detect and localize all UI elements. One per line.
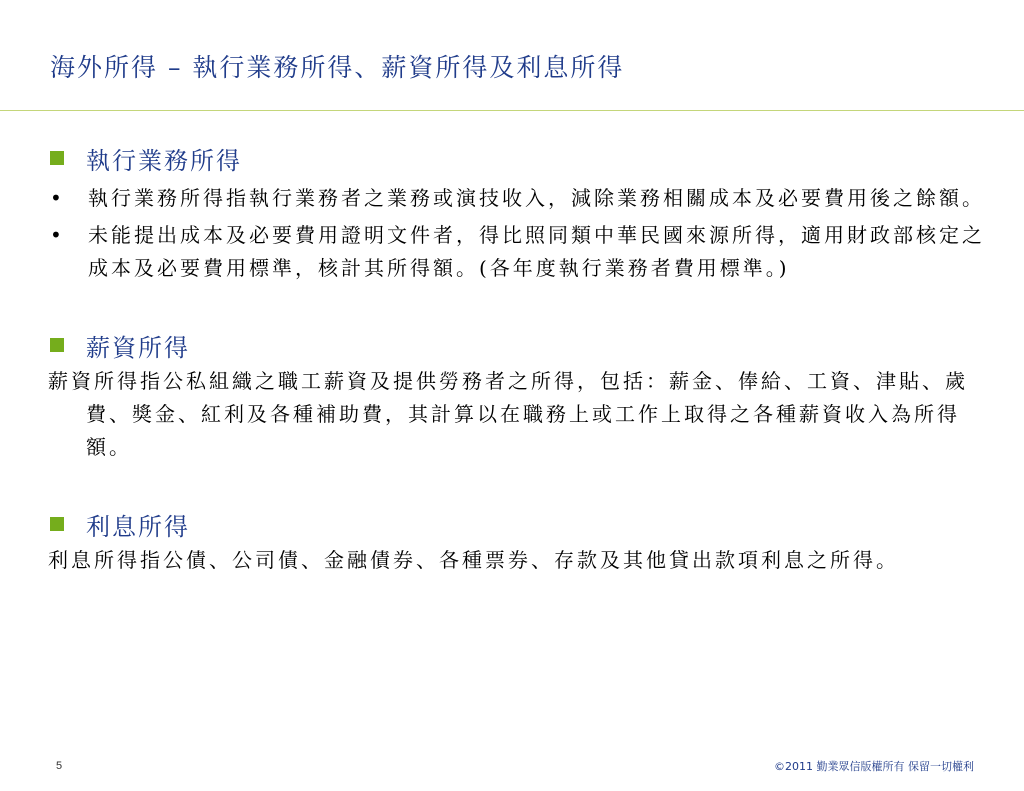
square-bullet-icon [50,517,64,531]
bullet-dot-icon: • [50,186,65,210]
page-number: 5 [56,760,63,772]
section-interest-income [48,504,993,577]
copyright-notice: ©2011 勤業眾信版權所有 保留一切權利 [774,760,974,773]
section-heading-text: 利息所得 [86,512,190,541]
square-bullet-icon [50,338,64,352]
square-bullet-icon [50,151,64,165]
section-heading [48,138,993,178]
section-heading-text: 薪資所得 [86,333,190,362]
section-heading [48,325,993,365]
slide-body [48,138,993,577]
bullet-text: 未能提出成本及必要費用證明文件者，得比照同類中華民國來源所得，適用財政部核定之成本及必要費用標準，核計其所得額。(各年度執行業務者費用標準。) [88,223,985,280]
bullet-dot-icon: • [50,223,65,247]
page-title: 海外所得 – 執行業務所得、薪資所得及利息所得 [50,53,625,82]
section-salary-income [48,325,993,464]
bullet-item [48,219,993,285]
bullet-text: 執行業務所得指執行業務者之業務或演技收入，減除業務相關成本及必要費用後之餘額。 [88,186,985,210]
section-heading [48,504,993,544]
section-paragraph: 利息所得指公債、公司債、金融債券、各種票券、存款及其他貸出款項利息之所得。 [48,548,899,572]
section-business-income [48,138,993,285]
section-heading-text: 執行業務所得 [86,146,242,175]
title-divider [0,110,1024,111]
bullet-item [48,182,993,215]
section-paragraph: 薪資所得指公私組織之職工薪資及提供勞務者之所得，包括：薪金、俸給、工資、津貼、歲費、獎金、紅利及各種補助費，其計算以在職務上或工作上取得之各種薪資收入為所得額。 [48,369,968,459]
